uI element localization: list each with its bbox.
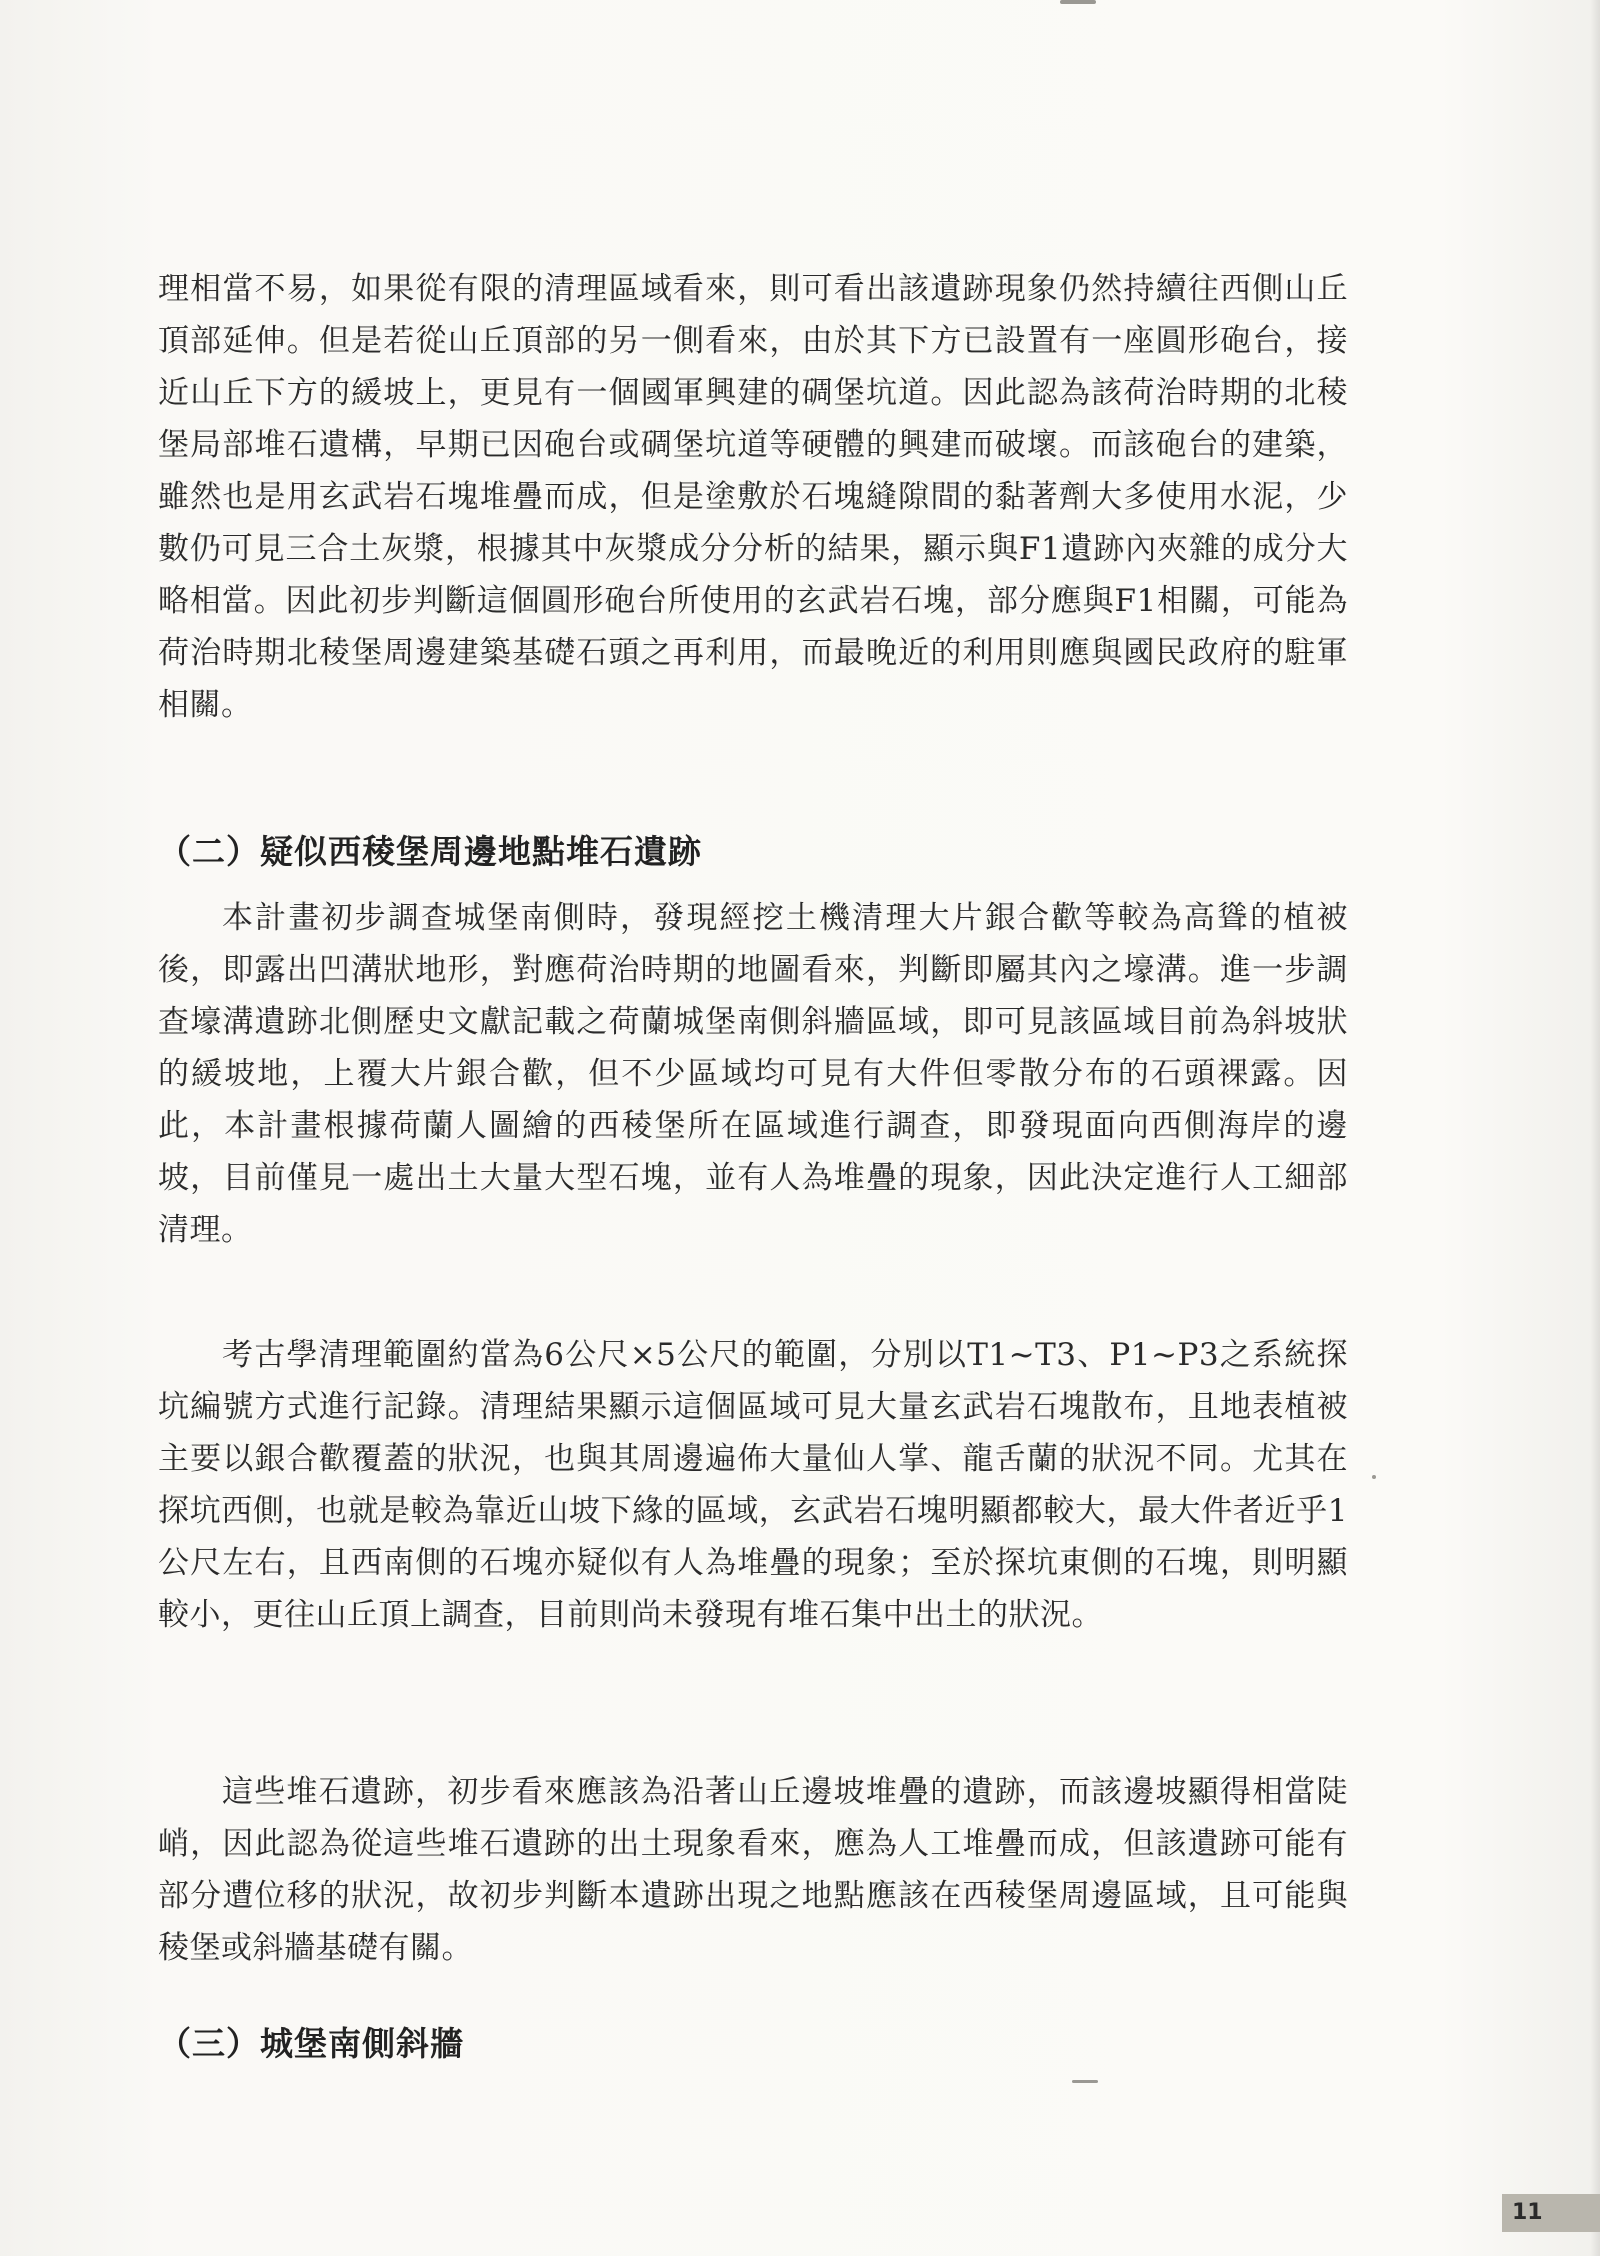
paragraph-1: 理相當不易，如果從有限的清理區域看來，則可看出該遺跡現象仍然持續往西側山丘頂部延伸。但是若從山丘頂部的另一側看來，由於其下方已設置有一座圓形砲台，接近山丘下方的緩坡上，更見有一個國軍興建的碉堡坑道。因此認為該荷治時期的北稜堡局部堆石遺構，早期已因砲台或碉堡坑道等硬體的興建而破壞。而該砲台的建築，雖然也是用玄武岩石塊堆疊而成，但是塗敷於石塊縫隙間的黏著劑大多使用水泥，少數仍可見三合土灰漿，根據其中灰漿成分分析的結果，顯示與F1遺跡內夾雜的成分大略相當。因此初步判斷這個圓形砲台所使用的玄武岩石塊，部分應與F1相關，可能為荷治時期北稜堡周邊建築基礎石頭之再利用，而最晚近的利用則應與國民政府的駐軍相關。 bbox=[158, 271, 1348, 723]
scan-speck bbox=[1060, 0, 1096, 4]
body-text-section-3 bbox=[158, 1329, 1348, 1641]
body-text-section-4 bbox=[158, 1766, 1348, 1974]
page-number: 11 bbox=[1502, 2194, 1600, 2232]
paragraph-2: 本計畫初步調查城堡南側時，發現經挖土機清理大片銀合歡等較為高聳的植被後，即露出凹溝狀地形，對應荷治時期的地圖看來，判斷即屬其內之壕溝。進一步調查壕溝遺跡北側歷史文獻記載之荷蘭城堡南側斜牆區域，即可見該區域目前為斜坡狀的緩坡地，上覆大片銀合歡，但不少區域均可見有大件但零散分布的石頭裸露。因此，本計畫根據荷蘭人圖繪的西稜堡所在區域進行調查，即發現面向西側海岸的邊坡，目前僅見一處出土大量大型石塊，並有人為堆疊的現象，因此決定進行人工細部清理。 bbox=[158, 900, 1348, 1248]
scan-speck bbox=[1372, 1475, 1376, 1479]
scan-speck bbox=[1072, 2080, 1098, 2083]
paragraph-3: 考古學清理範圍約當為6公尺×5公尺的範圍，分別以T1~T3、P1~P3之系統探坑編號方式進行記錄。清理結果顯示這個區域可見大量玄武岩石塊散布，且地表植被主要以銀合歡覆蓋的狀況，也與其周邊遍佈大量仙人掌、龍舌蘭的狀況不同。尤其在探坑西側，也就是較為靠近山坡下緣的區域，玄武岩石塊明顯都較大，最大件者近乎1公尺左右，且西南側的石塊亦疑似有人為堆疊的現象；至於探坑東側的石塊，則明顯較小，更往山丘頂上調查，目前則尚未發現有堆石集中出土的狀況。 bbox=[158, 1337, 1348, 1633]
body-text-section-2 bbox=[158, 892, 1348, 1256]
page-edge-shadow bbox=[1590, 0, 1600, 2256]
paragraph-4: 這些堆石遺跡，初步看來應該為沿著山丘邊坡堆疊的遺跡，而該邊坡顯得相當陡峭，因此認為從這些堆石遺跡的出土現象看來，應為人工堆疊而成，但該遺跡可能有部分遭位移的狀況，故初步判斷本遺跡出現之地點應該在西稜堡周邊區域，且可能與稜堡或斜牆基礎有關。 bbox=[158, 1774, 1348, 1966]
section-heading-3: （三）城堡南側斜牆 bbox=[158, 2024, 464, 2063]
body-text-section-1 bbox=[158, 263, 1348, 731]
section-heading-2: （二）疑似西稜堡周邊地點堆石遺跡 bbox=[158, 832, 702, 871]
